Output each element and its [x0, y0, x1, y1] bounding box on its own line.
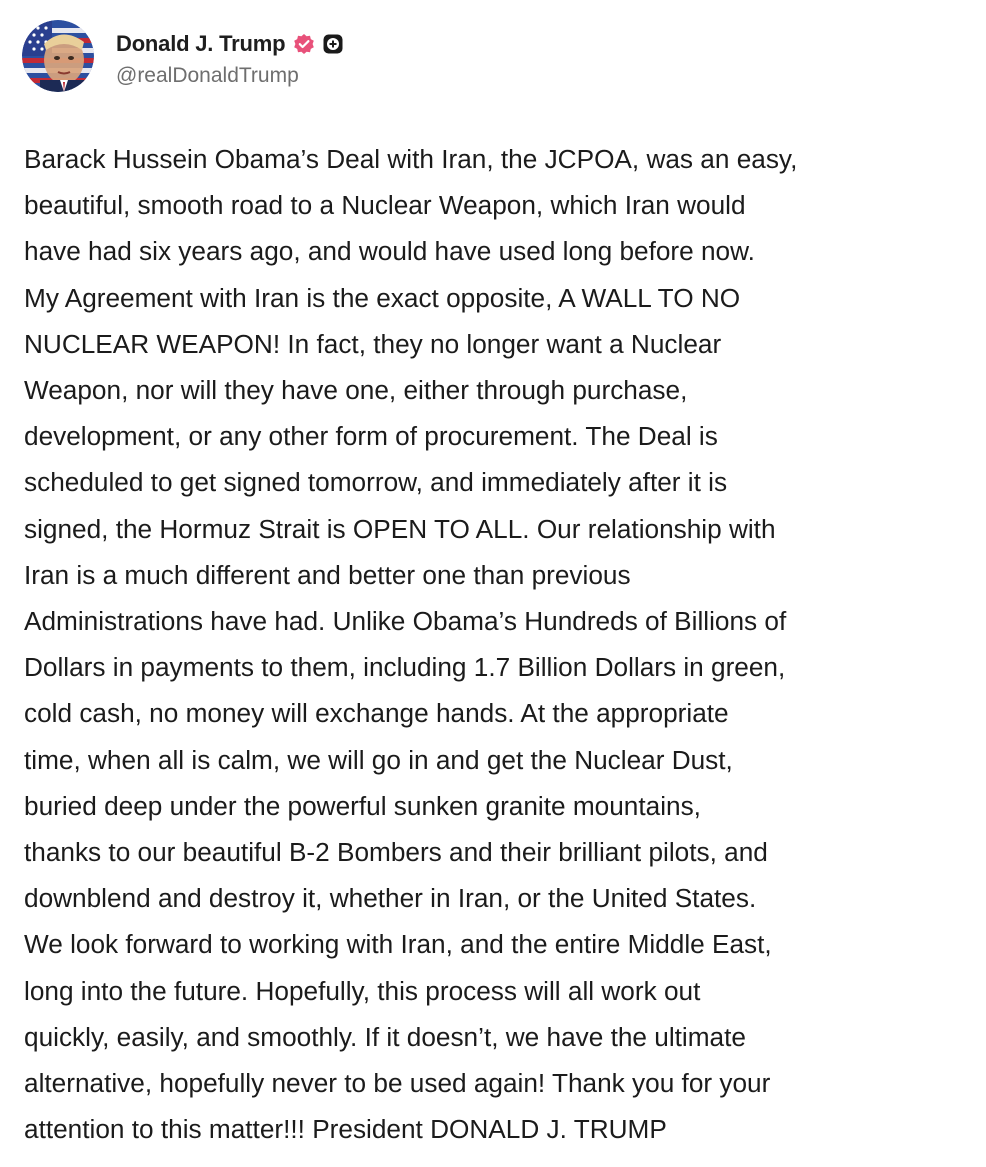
post-body-text	[24, 136, 964, 1152]
post-text-line: attention to this matter!!! President DONALD J. TRUMP	[24, 1114, 667, 1145]
post-text-line: cold cash, no money will exchange hands. At the appropriate	[24, 698, 729, 729]
post-text-line: We look forward to working with Iran, and the entire Middle East,	[24, 929, 772, 960]
post-header	[22, 20, 343, 100]
post-text-line: Weapon, nor will they have one, either through purchase,	[24, 375, 688, 406]
post-text-line: scheduled to get signed tomorrow, and immediately after it is	[24, 467, 728, 498]
post-text-line: Iran is a much different and better one than previous	[24, 559, 631, 590]
author-display-name[interactable]: Donald J. Trump	[116, 31, 286, 56]
avatar-image	[22, 20, 94, 92]
name-row	[116, 30, 343, 58]
post-text-line: time, when all is calm, we will go in and get the Nuclear Dust,	[24, 744, 733, 775]
post-text-line: Barack Hussein Obama’s Deal with Iran, the JCPOA, was an easy,	[24, 144, 798, 174]
author-handle[interactable]: @realDonaldTrump	[116, 64, 299, 87]
post-text-line: Administrations have had. Unlike Obama’s Hundreds of Billions of	[24, 606, 787, 637]
post-text-line: long into the future. Hopefully, this process will all work out	[24, 975, 701, 1006]
post-text-line: development, or any other form of procurement. The Deal is	[24, 421, 718, 452]
post-text-line: buried deep under the powerful sunken granite mountains,	[24, 790, 701, 821]
post-text-line: have had six years ago, and would have used long before now.	[24, 236, 755, 267]
verified-badge-icon	[293, 33, 315, 55]
post-text-line: thanks to our beautiful B-2 Bombers and their brilliant pilots, and	[24, 837, 768, 868]
avatar[interactable]	[22, 20, 94, 92]
post-text-line: downblend and destroy it, whether in Iran, or the United States.	[24, 883, 757, 914]
post-text-line: My Agreement with Iran is the exact opposite, A WALL TO NO	[24, 282, 741, 313]
author-info	[116, 30, 343, 88]
post-text-line: beautiful, smooth road to a Nuclear Weapon, which Iran would	[24, 190, 746, 221]
post-text-line: NUCLEAR WEAPON! In fact, they no longer want a Nuclear	[24, 328, 722, 359]
post-text-line: signed, the Hormuz Strait is OPEN TO ALL. Our relationship with	[24, 513, 776, 544]
post-text-line: Dollars in payments to them, including 1.7 Billion Dollars in green,	[24, 652, 786, 683]
plus-badge-icon	[323, 34, 343, 54]
post-text-line: quickly, easily, and smoothly. If it doesn’t, we have the ultimate	[24, 1021, 746, 1052]
post-text-line: alternative, hopefully never to be used again! Thank you for your	[24, 1068, 771, 1099]
